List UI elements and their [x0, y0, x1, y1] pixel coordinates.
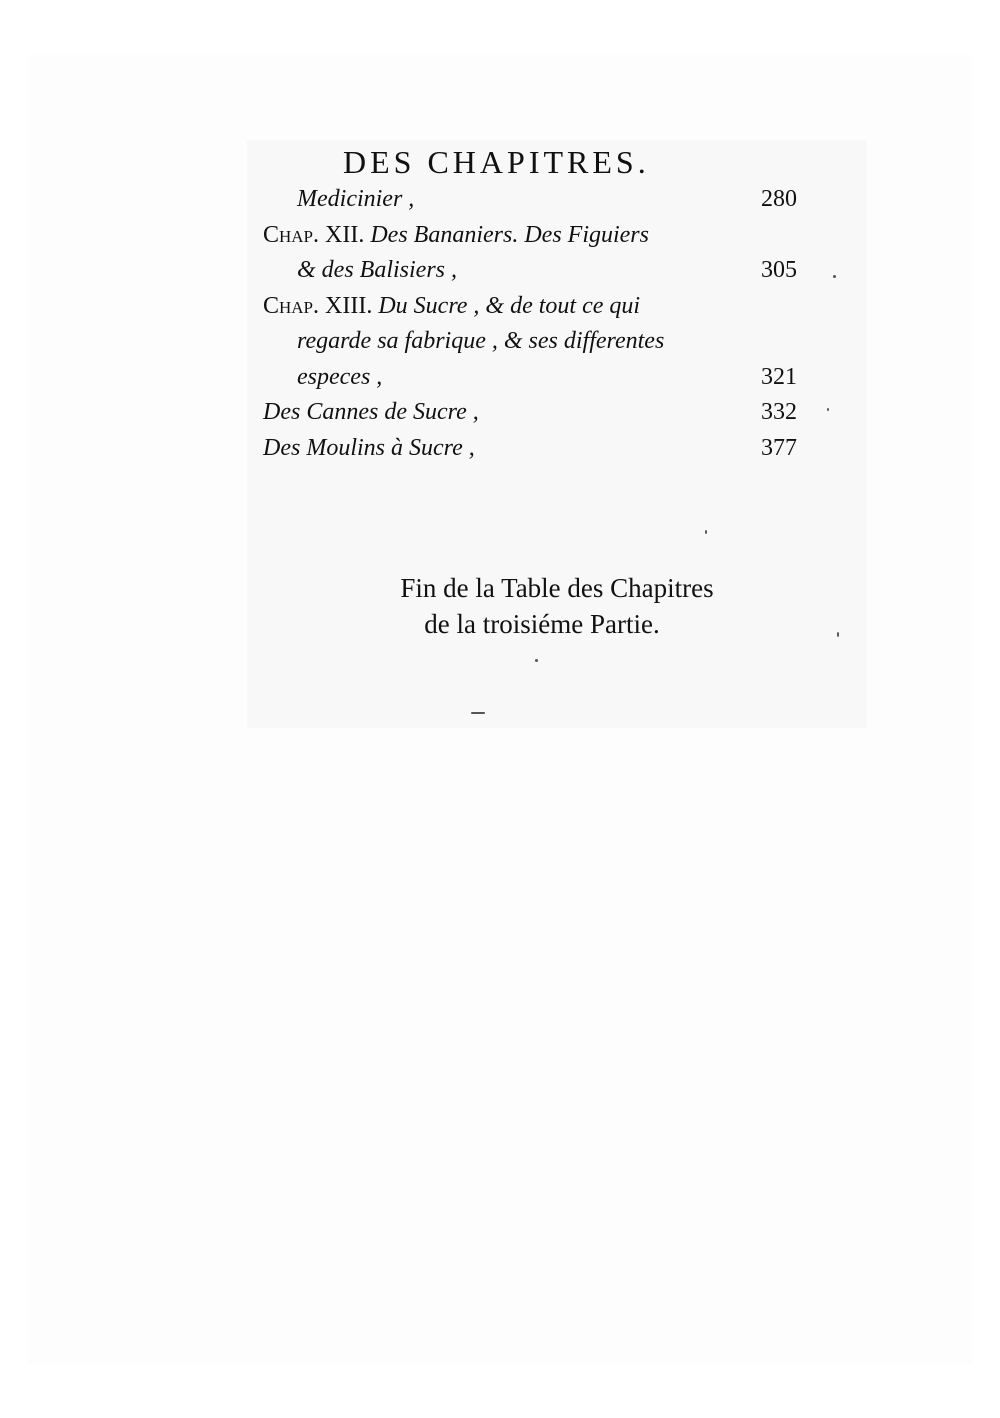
toc-entry-chap-xii — [263, 218, 797, 289]
ink-speck — [535, 659, 538, 662]
page-number: 321 — [761, 363, 797, 390]
toc-entry-cannes — [263, 395, 797, 431]
entry-text: Du Sucre , & de tout ce qui — [378, 292, 641, 319]
toc-entry-chap-xiii — [263, 289, 797, 396]
chapter-label: Chap. XII. — [263, 221, 365, 248]
ink-speck — [705, 530, 707, 534]
toc-entry-moulins — [263, 431, 797, 467]
ink-speck — [833, 275, 836, 278]
ink-speck — [827, 408, 829, 411]
entry-text: Des Cannes de Sucre , — [263, 399, 479, 425]
page-number: 332 — [761, 399, 797, 425]
page-number: 305 — [761, 257, 797, 283]
scanned-page — [247, 140, 867, 728]
page-number: 280 — [761, 186, 797, 212]
chapter-label: Chap. XIII. — [263, 292, 373, 319]
ink-speck — [471, 712, 485, 714]
entry-text: Des Moulins à Sucre , — [263, 434, 475, 461]
entry-text: Des Bananiers. Des Figuiers — [370, 221, 649, 248]
page-number: 377 — [761, 434, 797, 461]
entry-text: & des Balisiers , — [297, 257, 457, 283]
entry-text: regarde sa fabrique , & ses differentes — [297, 328, 665, 354]
table-of-contents — [263, 182, 797, 466]
entry-text: Medicinier , — [297, 186, 415, 212]
entry-text: especes , — [297, 363, 383, 390]
closing-line-1: Fin de la Table des Chapitres — [400, 573, 714, 603]
toc-entry-medicinier — [263, 182, 797, 218]
ink-speck — [837, 632, 839, 637]
closing-line-2: de la troisiéme Partie. — [424, 609, 660, 639]
closing-note — [247, 570, 867, 642]
running-head: DES CHAPITRES. — [343, 144, 650, 180]
